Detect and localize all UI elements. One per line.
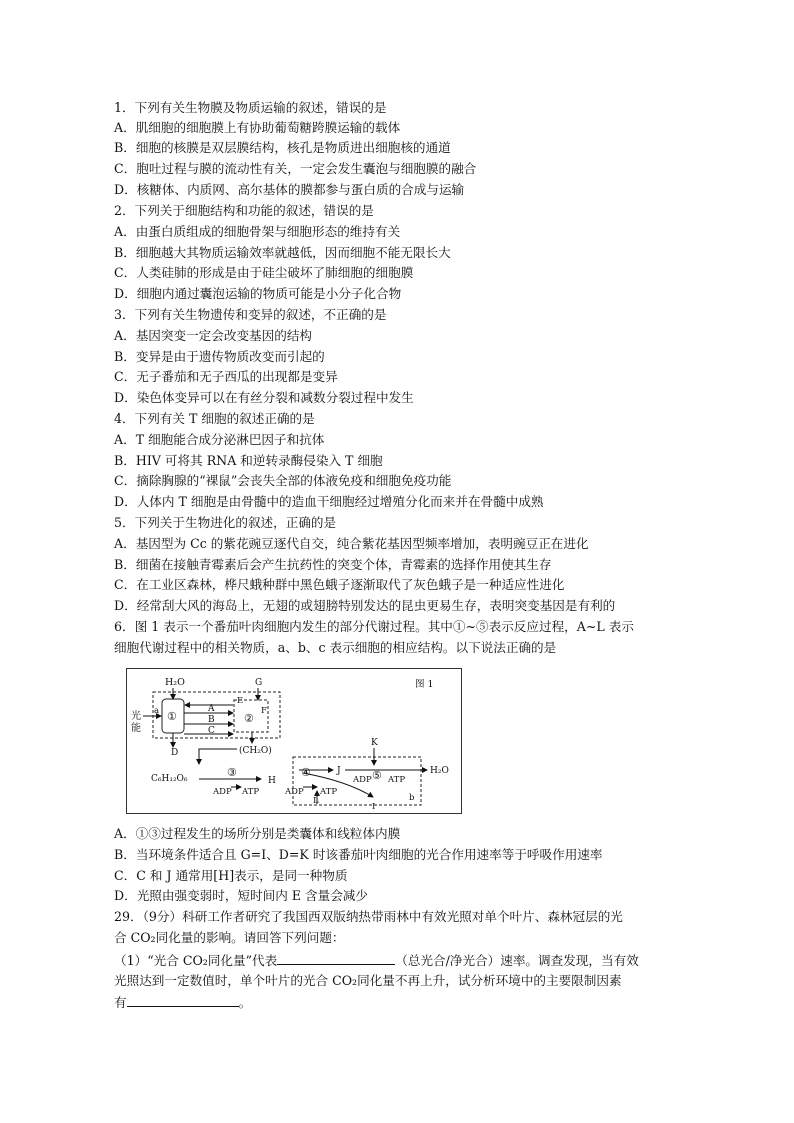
q2-option-c: C．人类硅肺的形成是由于硅尘破坏了肺细胞的细胞膜 bbox=[114, 265, 414, 280]
q4-option-c: C．摘除胸腺的“裸鼠”会丧失全部的体液免疫和细胞免疫功能 bbox=[114, 473, 452, 488]
q5-stem: 5．下列关于生物进化的叙述，正确的是 bbox=[114, 515, 337, 530]
q3-option-b: B．变异是由于遗传物质改变而引起的 bbox=[114, 349, 325, 364]
label-C: C bbox=[208, 726, 215, 736]
label-B: B bbox=[208, 715, 215, 725]
q4-option-a: A．T 细胞能合成分泌淋巴因子和抗体 bbox=[114, 432, 325, 447]
process-3: ③ bbox=[227, 766, 237, 779]
q2-stem: 2．下列关于细胞结构和功能的叙述，错误的是 bbox=[114, 203, 374, 218]
q3-option-c: C．无子番茄和无子西瓜的出现都是变异 bbox=[114, 369, 338, 384]
label-h2o-right: H₂O bbox=[430, 766, 449, 776]
label-G: G bbox=[255, 678, 263, 688]
q5-option-c: C．在工业区森林，桦尺蛾种群中黑色蛾子逐渐取代了灰色蛾子是一种适应性进化 bbox=[114, 577, 565, 592]
q3-stem: 3．下列有关生物遗传和变异的叙述，不正确的是 bbox=[114, 307, 387, 322]
label-h2o-top: H₂O bbox=[165, 677, 185, 688]
q3-option-d: D．染色体变异可以在有丝分裂和减数分裂过程中发生 bbox=[114, 390, 414, 405]
q4-stem: 4．下列有关 T 细胞的叙述正确的是 bbox=[114, 411, 315, 426]
label-H: H bbox=[268, 776, 276, 786]
label-adp-2: ADP bbox=[285, 787, 304, 797]
process-4: ④ bbox=[301, 766, 311, 779]
q29-line-3 bbox=[114, 950, 639, 971]
q6-stem-line-1: 6．图 1 表示一个番茄叶肉细胞内发生的部分代谢过程。其中①~⑤表示反应过程，A~L 表示 bbox=[114, 619, 634, 634]
light-label-2: 能 bbox=[131, 723, 141, 734]
label-L: L bbox=[313, 796, 319, 806]
q6-option-c: C．C 和 J 通常用[H]表示，是同一种物质 bbox=[114, 868, 348, 883]
label-a: a bbox=[154, 706, 160, 716]
q29-line-5-prefix: 有 bbox=[114, 995, 127, 1010]
q1-option-a: A．肌细胞的细胞膜上有协助葡萄糖跨膜运输的载体 bbox=[114, 120, 401, 135]
label-A: A bbox=[208, 704, 215, 714]
light-label-1: 光 bbox=[131, 711, 141, 722]
q4-option-b: B．HIV 可将其 RNA 和逆转录酶侵染入 T 细胞 bbox=[114, 453, 383, 468]
arrow-ch2o-to-glucose bbox=[199, 749, 237, 764]
q5-option-b: B．细菌在接触青霉素后会产生抗药性的突变个体，青霉素的选择作用使其生存 bbox=[114, 557, 552, 572]
q6-option-b: B．当环境条件适合且 G=I、D=K 时该番茄叶肉细胞的光合作用速率等于呼吸作用速率 bbox=[114, 847, 603, 862]
process-2: ② bbox=[244, 712, 254, 725]
q1-option-c: C．胞吐过程与膜的流动性有关，一定会发生囊泡与细胞膜的融合 bbox=[114, 161, 477, 176]
label-J: J bbox=[337, 766, 341, 776]
q2-option-d: D．细胞内通过囊泡运输的物质可能是小分子化合物 bbox=[114, 286, 402, 301]
figure-title: 图 1 bbox=[415, 679, 434, 690]
label-b: b bbox=[409, 793, 415, 803]
q5-option-a: A．基因型为 Cc 的紫花豌豆逐代自交，纯合紫花基因型频率增加，表明豌豆正在进化 bbox=[114, 536, 589, 551]
q3-option-a: A．基因突变一定会改变基因的结构 bbox=[114, 328, 313, 343]
q29-line-4: 光照达到一定数值时，单个叶片的光合 CO₂同化量不再上升，试分析环境中的主要限制因素 bbox=[114, 973, 622, 988]
label-atp-1: ATP bbox=[242, 787, 260, 797]
q1-option-b: B．细胞的核膜是双层膜结构，核孔是物质进出细胞核的通道 bbox=[114, 140, 451, 155]
label-K: K bbox=[371, 738, 378, 748]
q29-line-1: 29．（9分）科研工作者研究了我国西双版纳热带雨林中有效光照对单个叶片、森林冠层的光 bbox=[114, 909, 623, 924]
label-E: E bbox=[237, 696, 244, 706]
q6-stem-line-2: 细胞代谢过程中的相关物质，a、b、c 表示细胞的相应结构。以下说法正确的是 bbox=[114, 640, 557, 655]
q1-stem: 1．下列有关生物膜及物质运输的叙述，错误的是 bbox=[114, 100, 387, 115]
label-atp-3: ATP bbox=[388, 775, 406, 785]
answer-blank-2[interactable] bbox=[127, 992, 239, 1007]
label-adp-1: ADP bbox=[213, 787, 232, 797]
label-atp-2: ATP bbox=[320, 787, 338, 797]
answer-blank-1[interactable] bbox=[277, 950, 395, 965]
label-glucose: C₆H₁₂O₆ bbox=[151, 774, 188, 784]
q2-option-a: A．由蛋白质组成的细胞骨架与细胞形态的维持有关 bbox=[114, 224, 401, 239]
q2-option-b: B．细胞越大其物质运输效率就越低，因而细胞不能无限长大 bbox=[114, 245, 451, 260]
q6-option-a: A．①③过程发生的场所分别是类囊体和线粒体内膜 bbox=[114, 826, 401, 841]
q4-option-d: D．人体内 T 细胞是由骨髓中的造血干细胞经过增殖分化而来并在骨髓中成熟 bbox=[114, 494, 544, 509]
q29-line-3-suffix: （总光合/净光合）速率。调查发现，当有效 bbox=[395, 953, 639, 968]
label-F: F bbox=[261, 706, 267, 716]
q6-option-d: D．光照由强变弱时，短时间内 E 含量会减少 bbox=[114, 888, 368, 903]
label-ch2o: (CH₂O) bbox=[239, 746, 272, 756]
q29-line-5 bbox=[114, 992, 251, 1013]
q29-line-3-prefix: （1）“光合 CO₂同化量”代表 bbox=[114, 953, 278, 968]
label-adp-3: ADP bbox=[353, 775, 372, 785]
q5-option-d: D．经常刮大风的海岛上，无翅的或翅膀特别发达的昆虫更易生存，表明突变基因是有利的 bbox=[114, 598, 616, 613]
process-1: ① bbox=[167, 710, 177, 723]
q29-line-5-suffix: 。 bbox=[238, 995, 252, 1010]
metabolism-diagram bbox=[126, 668, 462, 814]
process-5: ⑤ bbox=[372, 769, 382, 782]
q1-option-d: D．核糖体、内质网、高尔基体的膜都参与蛋白质的合成与运输 bbox=[114, 182, 465, 197]
label-D: D bbox=[171, 748, 179, 758]
label-I: I bbox=[372, 802, 376, 812]
q29-line-2: 合 CO₂同化量的影响。请回答下列问题： bbox=[114, 930, 345, 945]
